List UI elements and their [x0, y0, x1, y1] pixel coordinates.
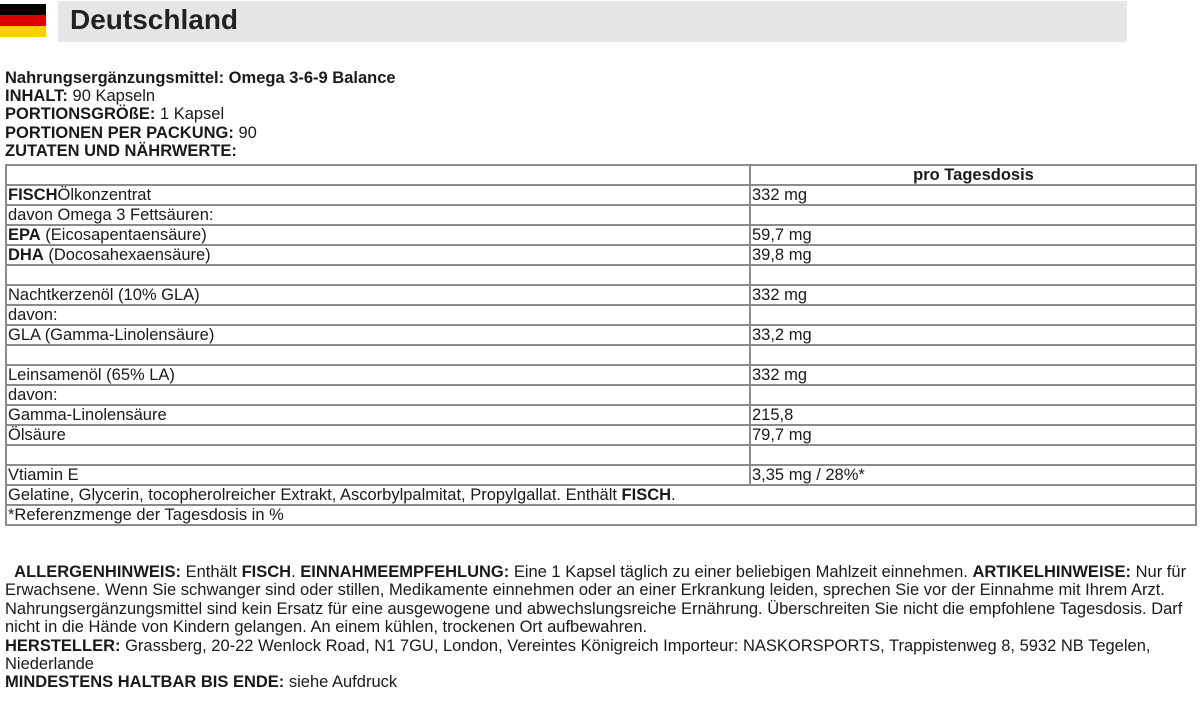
country-title: Deutschland — [70, 4, 239, 35]
manufacturer-label: HERSTELLER: — [5, 636, 121, 655]
nutrient-name: Ölsäure — [8, 426, 66, 444]
nutrient-value-cell — [750, 445, 1196, 465]
nutrient-name-cell — [6, 445, 750, 465]
table-header-empty-cell — [6, 165, 750, 185]
nutrient-name: davon: — [8, 386, 58, 404]
intake-label: EINNAHMEEMPFEHLUNG: — [300, 563, 510, 581]
best-before-text: siehe Aufdruck — [284, 673, 398, 692]
warnings-label: ARTIKELHINWEISE: — [972, 563, 1132, 581]
nutrient-value-cell: 59,7 mg — [750, 225, 1196, 245]
nutrient-name-cell — [6, 365, 750, 385]
manufacturer-text: Grassberg, 20-22 Wenlock Road, N1 7GU, London, Vereintes Königreich Importeur: NASKORSPORTS, Trappistenweg 8, 5932 NB Tegelen, Niederlande — [5, 636, 1151, 674]
nutrient-name-cell — [6, 265, 750, 285]
nutrient-name: Ölkonzentrat — [57, 186, 152, 204]
table-row — [6, 305, 1196, 325]
table-row — [6, 265, 1196, 285]
nutrient-bold-name: EPA — [8, 226, 41, 244]
table-row — [6, 445, 1196, 465]
label-footer — [5, 563, 1195, 692]
table-header-row — [6, 165, 1196, 185]
product-name-line — [5, 69, 396, 87]
nutrient-value-cell — [750, 265, 1196, 285]
nutrient-value-cell — [750, 385, 1196, 405]
nutrient-value-cell: 33,2 mg — [750, 325, 1196, 345]
ingredients-row — [6, 485, 1196, 505]
flag-stripe-gold — [0, 26, 46, 37]
flag-stripe-black — [0, 4, 46, 15]
table-row — [6, 205, 1196, 225]
product-name: Nahrungsergänzungsmittel: Omega 3-6-9 Balance — [5, 69, 396, 87]
ingredients-end: . — [671, 486, 676, 504]
table-row — [6, 365, 1196, 385]
nutrient-name-cell — [6, 325, 750, 345]
nutrient-name-cell — [6, 305, 750, 325]
table-row — [6, 385, 1196, 405]
nutrient-name: Vtiamin E — [8, 466, 79, 484]
nutrient-value-cell: 332 mg — [750, 185, 1196, 205]
nutrient-value-cell: 3,35 mg / 28%* — [750, 465, 1196, 485]
table-row — [6, 405, 1196, 425]
ingredients-allergen: FISCH — [621, 486, 672, 504]
nutrient-name: (Docosahexaensäure) — [43, 246, 211, 264]
nutrient-bold-name: FISCH — [8, 186, 58, 204]
nutrient-name: GLA (Gamma-Linolensäure) — [8, 326, 215, 344]
nutrient-name-cell — [6, 285, 750, 305]
portions-line — [5, 124, 396, 142]
nutrient-name-cell — [6, 185, 750, 205]
best-before-paragraph — [5, 673, 1195, 691]
table-row — [6, 425, 1196, 445]
nutrient-name-cell — [6, 385, 750, 405]
nutrient-value-cell: 39,8 mg — [750, 245, 1196, 265]
nutrient-name-cell — [6, 245, 750, 265]
nutrient-value-cell: 332 mg — [750, 365, 1196, 385]
table-row — [6, 345, 1196, 365]
nutrient-name: Gamma-Linolensäure — [8, 406, 167, 424]
nutrient-name: Nachtkerzenöl (10% GLA) — [8, 286, 200, 304]
warnings-text: Nur für Erwachsene. Wenn Sie schwanger sind oder stillen, Medikamente einnehmen oder an einer Erkrankung leiden, sprechen Sie vor der Einnahme mit Ihrem Arzt. Nahrungsergänzungsmittel sind kein Ersatz für eine ausgewogene und abwechslungsreiche Ernährung. Überschreiten Sie nicht die empfohlene Tagesdosis. Darf nicht in die Hände von Kindern gelangen. An einem kühlen, trockenen Ort aufbewahren. — [5, 563, 1187, 637]
nutrient-value-cell: 332 mg — [750, 285, 1196, 305]
allergen-end: . — [291, 563, 301, 581]
nutrient-value-cell — [750, 205, 1196, 225]
table-column-header: pro Tagesdosis — [750, 165, 1196, 185]
portions-value: 90 — [233, 123, 257, 142]
serving-line — [5, 105, 396, 123]
table-row — [6, 185, 1196, 205]
country-banner — [58, 1, 1127, 42]
nutrient-name: davon Omega 3 Fettsäuren: — [8, 206, 214, 224]
allergen-text: Enthält — [181, 563, 242, 581]
table-row — [6, 465, 1196, 485]
allergen-label: ALLERGENHINWEIS: — [14, 563, 182, 581]
nutrient-name: (Eicosapentaensäure) — [40, 226, 207, 244]
nutrient-name-cell — [6, 465, 750, 485]
intake-text: Eine 1 Kapsel täglich zu einer beliebigen Mahlzeit einnehmen. — [509, 563, 973, 581]
table-row — [6, 325, 1196, 345]
table-row — [6, 225, 1196, 245]
content-value: 90 Kapseln — [67, 87, 156, 106]
nutrient-name-cell — [6, 225, 750, 245]
flag-stripe-red — [0, 15, 46, 26]
best-before-label: MINDESTENS HALTBAR BIS ENDE: — [5, 673, 285, 692]
ingredients-heading-line — [5, 142, 396, 160]
ingredients-heading: ZUTATEN UND NÄHRWERTE: — [5, 141, 237, 160]
ingredients-cell — [6, 485, 1196, 505]
portions-label: PORTIONEN PER PACKUNG: — [5, 123, 234, 142]
allergen-bold: FISCH — [241, 563, 292, 581]
nutrient-name: Leinsamenöl (65% LA) — [8, 366, 175, 384]
nutrient-name-cell — [6, 205, 750, 225]
ingredients-text: Gelatine, Glycerin, tocopherolreicher Extrakt, Ascorbylpalmitat, Propylgallat. Enthält — [8, 486, 622, 504]
serving-value: 1 Kapsel — [155, 105, 225, 124]
nutrient-name: davon: — [8, 306, 58, 324]
table-row — [6, 245, 1196, 265]
allergen-intake-warnings-paragraph — [5, 563, 1195, 637]
nutrient-value-cell — [750, 345, 1196, 365]
nutrient-name-cell — [6, 405, 750, 425]
nutrient-name-cell — [6, 425, 750, 445]
nutrition-table — [5, 164, 1197, 526]
manufacturer-paragraph — [5, 637, 1195, 674]
nutrient-value-cell: 79,7 mg — [750, 425, 1196, 445]
footnote-cell: *Referenzmenge der Tagesdosis in % — [6, 505, 1196, 525]
content-label: INHALT: — [5, 87, 68, 106]
nutrient-value-cell: 215,8 — [750, 405, 1196, 425]
footnote-row — [6, 505, 1196, 525]
german-flag-icon — [0, 4, 46, 37]
nutrient-name-cell — [6, 345, 750, 365]
table-row — [6, 285, 1196, 305]
nutrient-bold-name: DHA — [8, 246, 44, 264]
serving-label: PORTIONSGRÖßE: — [5, 105, 156, 124]
content-line — [5, 87, 396, 105]
product-info — [5, 69, 396, 160]
nutrient-value-cell — [750, 305, 1196, 325]
